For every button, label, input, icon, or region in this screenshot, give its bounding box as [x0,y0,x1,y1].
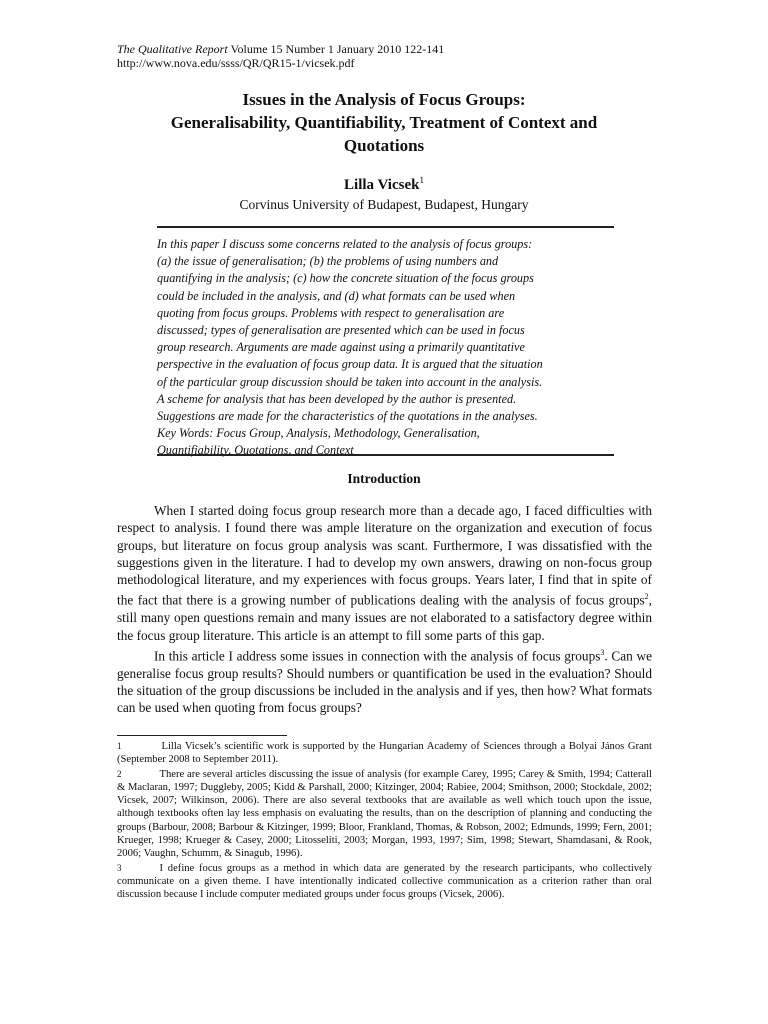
footnote-marker: 3 [117,862,122,873]
footnote-separator [117,735,287,736]
paragraph-text: In this article I address some issues in connection with the analysis of focus groups [154,648,601,664]
body-text [117,502,652,716]
paragraph [117,644,652,717]
paper-title [100,88,668,157]
abstract-line: (a) the issue of generalisation; (b) the problems of using numbers and [157,254,499,269]
paragraph-text: , still many open questions remain and many issues are not elaborated to a satisfactory degree within the focus group literature. This article is an attempt to fill some parts of this gap. [117,592,652,643]
paragraph-text: . Can we generalise focus group results? Should numbers or quantification be used in the evaluation? Should the situation of the group discussions be included in the analysis and if yes, then how? What formats can be used when quoting from focus groups? [117,648,652,716]
footnote-text: Lilla Vicsek’s scientific work is supported by the Hungarian Academy of Sciences through a Bolyai János Grant (September 2008 to September 2011). [117,741,652,766]
journal-header [117,42,444,70]
abstract-line: could be included in the analysis, and (d) what formats can be used when [157,288,516,303]
footnote-ref[interactable]: 3 [600,647,605,657]
footnotes [117,740,652,903]
footnote-marker: 1 [117,741,122,751]
journal-volume: Volume 15 Number 1 January 2010 122-141 [227,42,445,56]
article-url[interactable]: http://www.nova.edu/ssss/QR/QR15-1/vicsek.pdf [117,56,355,70]
abstract-line: group research. Arguments are made against using a primarily quantitative [157,340,525,355]
footnote [117,862,652,902]
journal-name: The Qualitative Report [117,42,228,56]
abstract-line: quantifying in the analysis; (c) how the concrete situation of the focus groups [157,271,534,286]
footnote-marker: 2 [117,768,122,779]
abstract-line: In this paper I discuss some concerns related to the analysis of focus groups: [157,237,533,251]
author-footnote-marker: 1 [419,175,424,185]
abstract-line: quoting from focus groups. Problems with respect to generalisation are [157,305,505,320]
keywords-line: Quantifiability, Quotations, and Context [157,443,354,458]
section-heading-introduction: Introduction [347,471,421,486]
abstract-line: Suggestions are made for the characteristics of the quotations in the analyses. [157,409,538,424]
journal-citation [117,42,444,56]
footnote [117,740,652,767]
abstract-line: perspective in the evaluation of focus group data. It is argued that the situation [157,357,543,372]
author-affiliation: Corvinus University of Budapest, Budapest, Hungary [239,197,529,212]
paragraph-text: When I started doing focus group research more than a decade ago, I faced difficulties with respect to analysis. I found there was ample literature on the organization and execution of focus groups, but literature on focus group analysis was scant. Furthermore, I was dissatisfied with the suggestions given in the literature. I had to develop my own answers, drawing on non-focus group methodological literature, and my experiences with focus groups. Years later, I find that in spite of the fact that there is a growing number of publications dealing with the analysis of focus groups [117,503,652,608]
author-name [100,171,668,194]
footnote [117,768,652,861]
abstract-line: of the particular group discussion should be taken into account in the analysis. [157,374,543,389]
abstract-bottom-rule [157,454,614,456]
abstract-line: discussed; types of generalisation are presented which can be used in focus [157,323,525,338]
author-name-text: Lilla Vicsek [344,177,420,193]
abstract [157,236,614,460]
footnote-ref[interactable]: 2 [644,592,649,602]
footnote-text: I define focus groups as a method in which data are generated by the research participants, who collectively communicate on a given theme. I have intentionally indicated collective communication as a criterion rather than oral discussion because I include computer mediated groups under focus groups (Vicsek, 2006). [117,862,652,901]
title-line: Generalisability, Quantifiability, Treatment of Context and [170,113,598,132]
keywords-line: Key Words: Focus Group, Analysis, Methodology, Generalisation, [157,426,480,441]
paragraph [117,502,652,644]
abstract-top-rule [157,226,614,228]
title-block [100,88,668,213]
footnote-text: There are several articles discussing the issue of analysis (for example Carey, 1995; Carey & Smith, 1994; Catterall & Maclaran, 1997; Duggleby, 2005; Kidd & Parshall, 2000; Kitzinger, 2004; Rabiee, 2004; Smithson, 2000; Stockdale, 2002; Vicsek, 2007; Wilkinson, 2006). There are also several textbooks that are available as well which touch upon the issue, although textbooks often lay less emphasis on evaluating the results, than on the description of planning and conducting the groups (Barbour, 2008; Barbour & Kitzinger, 1999; Bloor, Frankland, Thomas, & Robson, 2002; Edmunds, 1999; Fern, 2001; Krueger, 1998; Krueger & Casey, 2000; Litosseliti, 2003; Morgan, 1993, 1997; Sim, 1998; Stewart, Shamdasani, & Rook, 2006; Vaughn, Schumm, & Sinagub, 1996). [117,768,652,860]
title-line: Quotations [343,136,425,155]
abstract-line: A scheme for analysis that has been developed by the author is presented. [157,391,517,406]
title-line: Issues in the Analysis of Focus Groups: [242,90,526,109]
